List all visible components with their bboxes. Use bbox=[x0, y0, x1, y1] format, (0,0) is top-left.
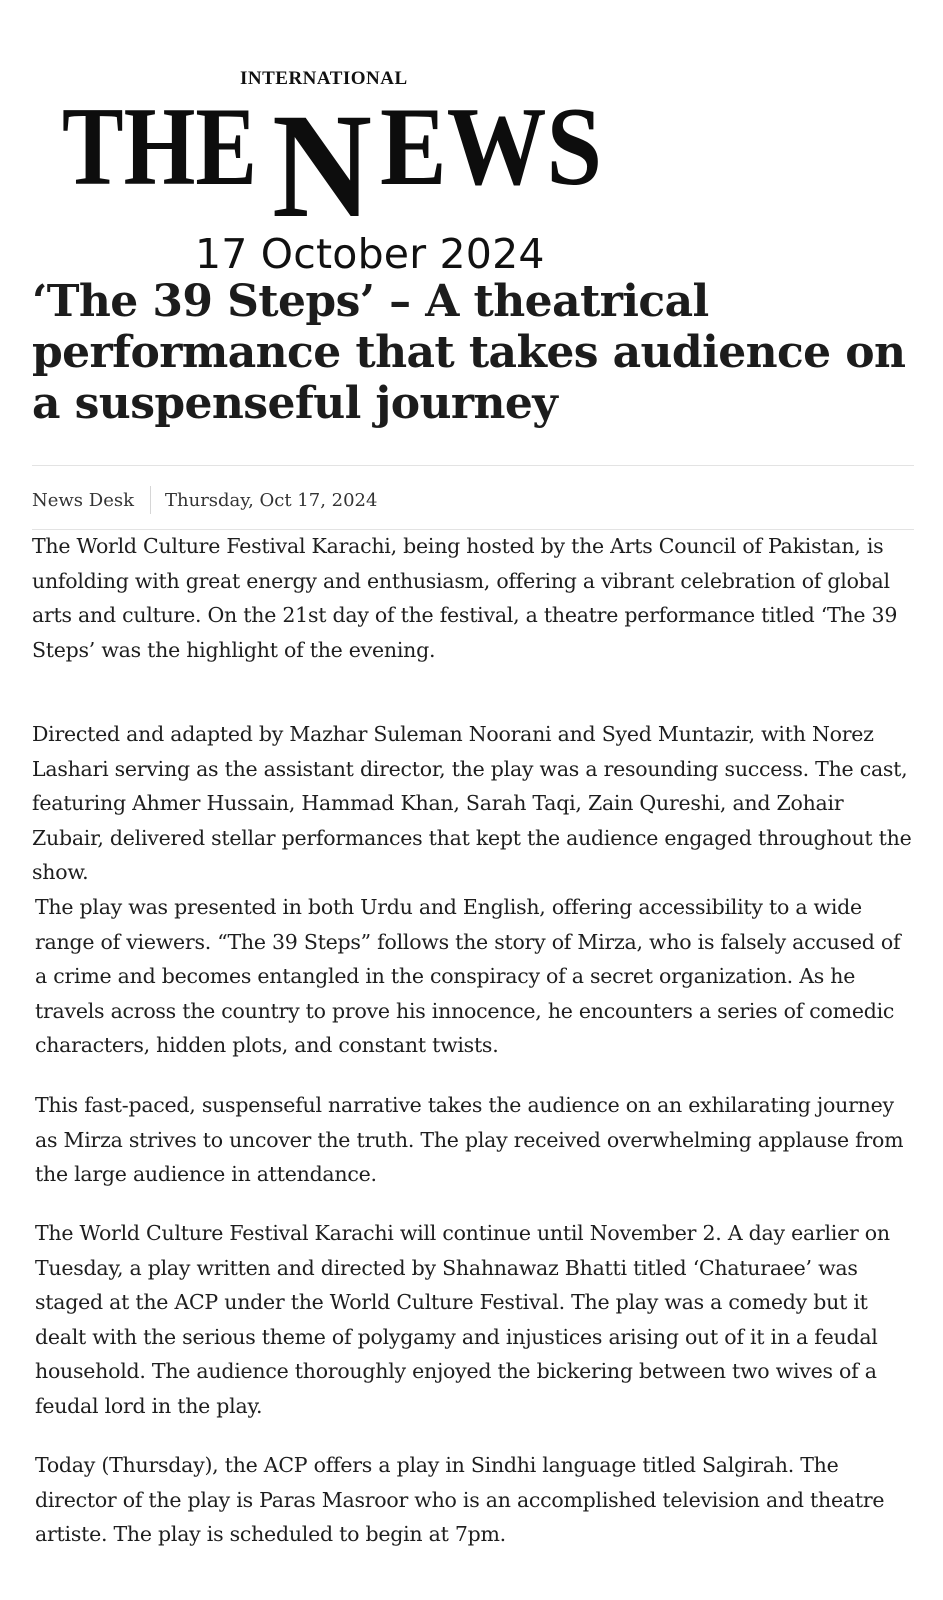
paragraph: The World Culture Festival Karachi, being hosted by the Arts Council of Pakistan, is unfolding with great energy and enthusiasm, offering a vibrant celebration of global arts and culture. On the 21st day of the festival, a theatre performance titled ‘The 39 Steps’ was the highlight of the evening. bbox=[32, 534, 898, 662]
svg-text:N: N bbox=[272, 88, 372, 223]
masthead-edition: INTERNATIONAL bbox=[240, 68, 408, 89]
paragraph: Today (Thursday), the ACP offers a play in Sindhi language titled Salgirah. The director of the play is Paras Masroor who is an accomplished television and theatre artiste. The play is scheduled to begin at 7pm. bbox=[35, 1453, 885, 1546]
paragraph: This fast-paced, suspenseful narrative takes the audience on an exhilarating journey as Mirza strives to uncover the truth. The play received overwhelming applause from the large audience in attendance. bbox=[35, 1093, 904, 1186]
paragraph: Directed and adapted by Mazhar Suleman Noorani and Syed Muntazir, with Norez Lashari serving as the assistant director, the play was a resounding success. The cast, featuring Ahmer Hussain, Hammad Khan, Sarah Taqi, Zain Qureshi, and Zohair Zubair, delivered stellar performances that kept the audience engaged throughout the show. bbox=[32, 722, 912, 884]
masthead bbox=[62, 66, 622, 226]
svg-text:EWS: EWS bbox=[380, 88, 602, 209]
byline-separator bbox=[150, 486, 151, 514]
svg-text:THE: THE bbox=[62, 88, 257, 209]
paragraph: The World Culture Festival Karachi will continue until November 2. A day earlier on Tuesday, a play written and directed by Shahnawaz Bhatti titled ‘Chaturaee’ was staged at the ACP under the World Culture Festival. The play was a comedy but it dealt with the serious theme of polygamy and injustices arising out of it in a feudal household. The audience thoroughly enjoyed the bickering between two wives of a feudal lord in the play. bbox=[35, 1221, 890, 1418]
publish-date: Thursday, Oct 17, 2024 bbox=[165, 489, 378, 511]
paragraph: The play was presented in both Urdu and English, offering accessibility to a wide range of viewers. “The 39 Steps” follows the story of Mirza, who is falsely accused of a crime and becomes entangled in the conspiracy of a secret organization. As he travels across the country to prove his innocence, he encounters a series of comedic characters, hidden plots, and constant twists. bbox=[35, 895, 901, 1057]
the-news-logo bbox=[62, 88, 607, 223]
article-headline: ‘The 39 Steps’ – A theatrical performance that takes audience on a suspenseful journey bbox=[32, 276, 906, 429]
author-link[interactable]: News Desk bbox=[32, 489, 134, 511]
divider-top bbox=[32, 465, 914, 466]
byline bbox=[32, 486, 377, 514]
dateline: 17 October 2024 bbox=[195, 230, 545, 278]
